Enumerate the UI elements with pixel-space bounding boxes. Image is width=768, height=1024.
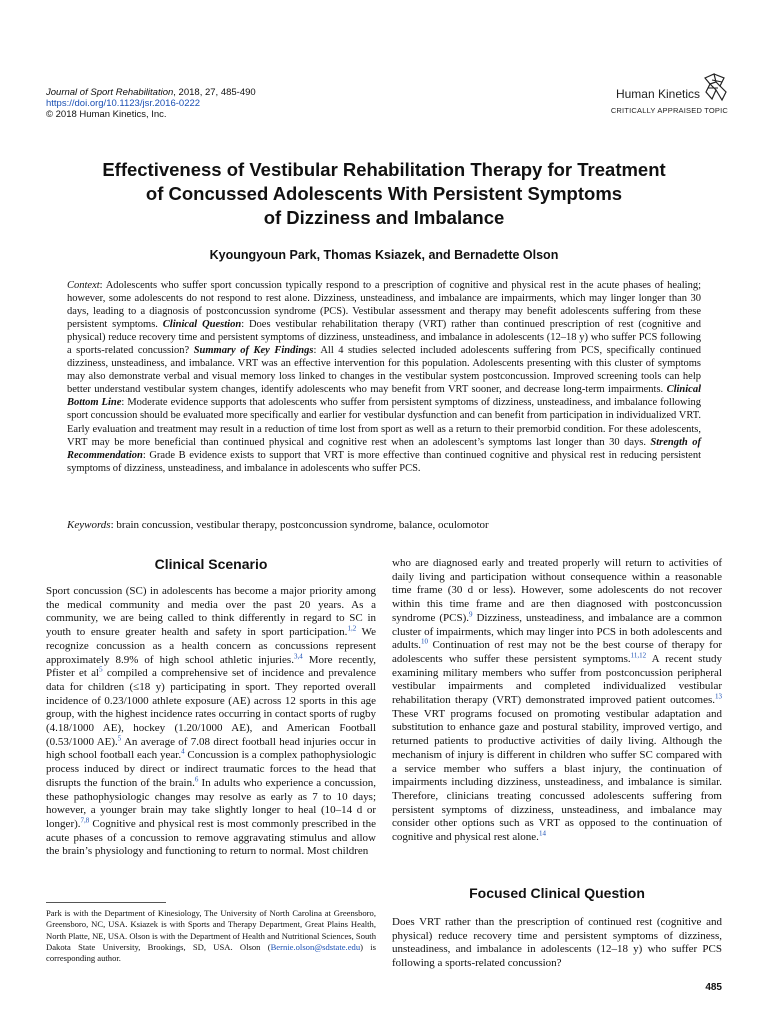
article-title	[40, 158, 728, 230]
copyright: © 2018 Human Kinetics, Inc.	[46, 109, 167, 120]
journal-citation	[46, 87, 406, 98]
author-list: Kyoungyoun Park, Thomas Ksiazek, and Bernadette Olson	[209, 248, 559, 262]
journal-volume: , 2018, 27, 485-490	[173, 87, 256, 98]
page-number: 485	[705, 982, 722, 993]
para-text: Concussion is a complex pathophysiologic process induced by direct or indirect traumatic forces to the head that disrupts the function of the brain.	[46, 749, 376, 789]
keywords	[67, 519, 701, 532]
para-text: Cognitive and physical rest is most commonly prescribed in the acute phases of a concussion to remove aggravating stimulus and allow the brain’s physiology and functioning to return to normal. Most children	[46, 817, 376, 858]
clinical-scenario-heading: Clinical Scenario	[154, 556, 268, 572]
citation-ref[interactable]: 1,2	[347, 624, 357, 633]
question-text: : Does vestibular rehabilitation therapy (VRT) rather than continued prescription of rest (cognitive and physical) reduce recovery time and persistent symptoms of dizziness, unsteadiness, and imbalance in adolescents (12–18 y) who suffer PCS following a sports-related concussion?	[67, 319, 702, 357]
para-text: In adults who experience a concussion, these pathophysiologic changes may resolve as early as 7 to 10 days; however, a younger brain may take slightly longer to heal (10–14 d or longer).	[46, 776, 377, 830]
bottom-line-label: Clinical Bottom Line	[67, 384, 701, 409]
citation-ref[interactable]: 3,4	[293, 651, 303, 660]
author-affiliations	[46, 908, 376, 964]
para-text: Dizziness, unsteadiness, and imbalance are a common cluster of impairments, which may linger into PCS in both adolescents and adults.	[392, 611, 722, 652]
affiliation-text-end: ) is corresponding author.	[46, 941, 376, 964]
findings-text: : All 4 studies selected included adolescents suffering from PCS, specifically continued dizziness, unsteadiness, and imbalance. VRT was an effective intervention for this population. Adolescents presenting with this cluster of symptoms may also demonstrate verbal and visual memory loss linked to changes in the vestibular system postconcussion. Improved screening tools can help better understand vestibular system changes, identify adolescents who may benefit from VRT sooner, and decrease long-term impairments.	[67, 345, 701, 396]
para-text: More recently, Pfister et al	[46, 653, 376, 680]
context-label: Context	[67, 280, 100, 291]
clinical-scenario-right	[392, 557, 722, 845]
citation-ref[interactable]: 11,12	[630, 651, 647, 660]
strength-text: : Grade B evidence exists to support that VRT is more effective than continued cognitive and physical rest in reducing persistent symptoms of dizziness, unsteadiness, and imbalance in adolescents who suffer PCS.	[67, 449, 701, 474]
title-line-2: of Concussed Adolescents With Persistent Symptoms	[145, 183, 623, 204]
clinical-scenario-left	[46, 585, 376, 859]
para-text: We recognize concussion as a health concern as concussions represent approximately 8.9% of high school athletic injuries.	[46, 626, 377, 666]
citation-ref[interactable]: 9	[469, 610, 473, 619]
footnote-divider	[46, 902, 166, 903]
publisher-name: Human Kinetics	[615, 87, 700, 101]
doi-link[interactable]: https://doi.org/10.1123/jsr.2016-0222	[46, 98, 201, 109]
para-text: Sport concussion (SC) in adolescents has become a major priority among the medical community and media over the past 20 years. As a community, we are being called to think differently in regard to SC in youth to ensure greater health and safety in sport participation.	[46, 585, 376, 639]
citation-ref[interactable]: 5	[99, 665, 103, 674]
focused-question-text: Does VRT rather than the prescription of continued rest (cognitive and physical) reduce recovery time and persistent symptoms of dizziness, unsteadiness, and imbalance in adolescents (12–18 y) who suffer PCS following a sports-related concussion?	[392, 916, 722, 970]
journal-name: Journal of Sport Rehabilitation	[46, 87, 174, 98]
para-text: who are diagnosed early and treated properly will return to activities of daily living and participation without consequence within a reasonable time frame (30 d or less). However, some adolescents do not recover within this time frame and are then diagnosed with postconcussion syndrome (PCS).	[392, 557, 722, 624]
findings-label: Summary of Key Findings	[193, 345, 314, 357]
question-label: Clinical Question	[162, 319, 242, 331]
citation-ref[interactable]: 14	[538, 829, 546, 838]
citation-ref[interactable]: 6	[194, 775, 199, 784]
citation-ref[interactable]: 4	[181, 747, 185, 756]
human-kinetics-logo-icon	[702, 72, 728, 102]
citation-ref[interactable]: 7,8	[80, 816, 90, 825]
para-text: Continuation of rest may not be the best course of therapy for adolescents who suffer these persistent symptoms.	[392, 639, 722, 665]
focused-question-heading: Focused Clinical Question	[469, 885, 645, 901]
article-type: CRITICALLY APPRAISED TOPIC	[610, 106, 728, 115]
bottom-line-text: : Moderate evidence supports that adolescents who suffer from persistent symptoms of dizziness, unsteadiness, and imbalance following sport concussion should be evaluated more specifically and earlier for vestibular dysfunction and can benefit from participation in individualized VRT. Early evaluation and treatment may result in a reduction of time lost from sport as well as a return to their premorbid condition. For these adolescents, VRT may be more beneficial than continued physical and cognitive rest when an adolescent’s symptoms last longer than 30 days.	[67, 397, 701, 448]
para-text: An average of 7.08 direct football head injuries occur in high school football each year.	[46, 735, 376, 762]
para-text: These VRT programs focused on promoting vestibular adaptation and substitution to enhance gaze and postural stability, improved vertigo, and returned patients to productive activities of daily living. Although the mechanism of injury is different in children who suffer SC compared with a service member who suffers a blast injury, the continuation of impairments including dizziness, unsteadiness, and imbalance is similar. Therefore, clinicians treating concussed adolescents suffering from persistent symptoms of dizziness, unsteadiness, and imbalance may consider other options such as VRT as opposed to the continuation of cognitive and physical rest alone.	[392, 707, 722, 844]
keywords-text: : brain concussion, vestibular therapy, postconcussion syndrome, balance, oculomotor	[110, 519, 489, 531]
context-text: : Adolescents who suffer sport concussion typically respond to a prescription of cognitive and physical rest in the acute phases of healing; however, some adolescents do not respond to rest alone. Dizziness, unsteadiness, and imbalance are impairments, which may linger longer than 30 days, leading to a diagnosis of postconcussion syndrome (PCS). Vestibular assessment and therapy may benefit adolescents suffering from these persistent symptoms.	[67, 280, 701, 331]
abstract	[67, 279, 701, 475]
citation-ref[interactable]: 10	[421, 637, 429, 646]
keywords-label: Keywords	[67, 519, 111, 531]
citation-ref[interactable]: 5	[117, 734, 122, 743]
title-line-3: of Dizziness and Imbalance	[263, 207, 505, 228]
para-text: compiled a comprehensive set of incidence and prevalence data for children (≤18 y) participating in sport. They reported overall incidence of 0.23/1000 athlete exposure (AE) across 12 sports in this age group, with the highest incidence rates occurring in contact sports of rugby (4.18/1000 AE), hockey (1.20/1000 AE), and American Football (0.53/1000 AE).	[46, 667, 376, 748]
corresponding-email-link[interactable]: Bernie.olson@sdstate.edu	[270, 941, 361, 952]
para-text: A recent study examining military members who suffer from postconcussion peripheral vestibular impairments and completed individualized vestibular rehabilitation therapy (VRT) demonstrated improved patient outcomes.	[392, 652, 722, 707]
strength-label: Strength of Recommendation	[67, 436, 701, 461]
title-line-1: Effectiveness of Vestibular Rehabilitation Therapy for Treatment	[102, 159, 666, 180]
affiliation-text: Park is with the Department of Kinesiology, The University of North Carolina at Greensboro, Greensboro, NC, USA. Ksiazek is with Sports and Therapy Department, Great Plains Health, North Platte, NE, USA. Olson is with the Department of Health and Nutritional Sciences, South Dakota State University, Brookings, SD, USA. Olson (	[46, 908, 376, 952]
citation-ref[interactable]: 13	[715, 692, 722, 701]
